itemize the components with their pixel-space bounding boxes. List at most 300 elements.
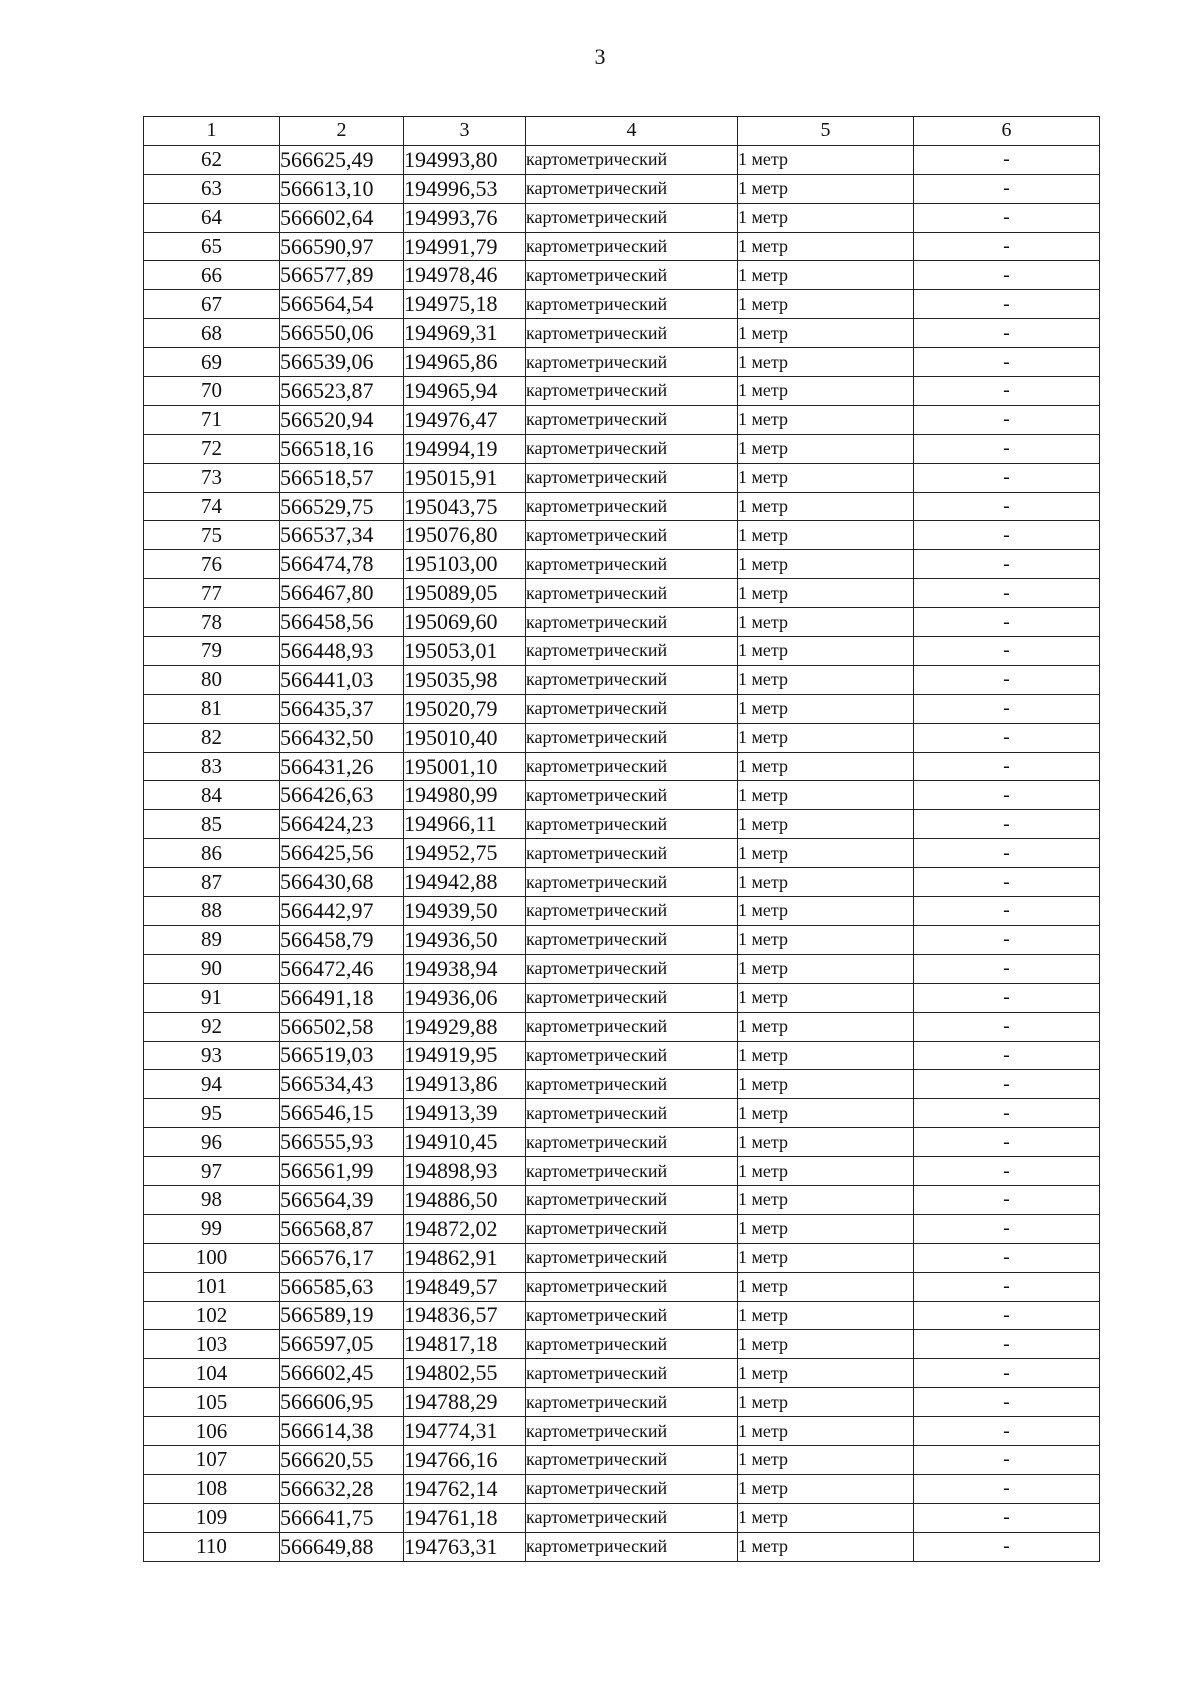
method-cell: картометрический [526, 319, 738, 348]
table-row [144, 1272, 1100, 1301]
note-cell: - [914, 897, 1100, 926]
point-number-cell: 90 [144, 954, 280, 983]
method-cell: картометрический [526, 723, 738, 752]
x-coordinate-cell: 566472,46 [280, 954, 404, 983]
note-cell: - [914, 1214, 1100, 1243]
accuracy-cell: 1 метр [738, 868, 914, 897]
table-row [144, 839, 1100, 868]
y-coordinate-cell: 195103,00 [404, 550, 526, 579]
point-number-cell: 101 [144, 1272, 280, 1301]
y-coordinate-cell: 195020,79 [404, 694, 526, 723]
method-cell: картометрический [526, 348, 738, 377]
method-cell: картометрический [526, 1214, 738, 1243]
y-coordinate-cell: 194872,02 [404, 1214, 526, 1243]
point-number-cell: 64 [144, 203, 280, 232]
table-row [144, 1474, 1100, 1503]
note-cell: - [914, 723, 1100, 752]
x-coordinate-cell: 566523,87 [280, 377, 404, 406]
table-row [144, 1012, 1100, 1041]
y-coordinate-cell: 194978,46 [404, 261, 526, 290]
accuracy-cell: 1 метр [738, 145, 914, 174]
x-coordinate-cell: 566606,95 [280, 1388, 404, 1417]
accuracy-cell: 1 метр [738, 1532, 914, 1561]
accuracy-cell: 1 метр [738, 897, 914, 926]
y-coordinate-cell: 194993,76 [404, 203, 526, 232]
table-row [144, 1128, 1100, 1157]
method-cell: картометрический [526, 377, 738, 406]
page-number: 3 [594, 44, 606, 69]
note-cell: - [914, 810, 1100, 839]
point-number-cell: 62 [144, 145, 280, 174]
y-coordinate-cell: 194766,16 [404, 1445, 526, 1474]
point-number-cell: 89 [144, 925, 280, 954]
table-row [144, 1070, 1100, 1099]
x-coordinate-cell: 566577,89 [280, 261, 404, 290]
note-cell: - [914, 752, 1100, 781]
point-number-cell: 81 [144, 694, 280, 723]
note-cell: - [914, 348, 1100, 377]
table-row [144, 1243, 1100, 1272]
y-coordinate-cell: 194936,50 [404, 925, 526, 954]
x-coordinate-cell: 566442,97 [280, 897, 404, 926]
note-cell: - [914, 954, 1100, 983]
y-coordinate-cell: 194942,88 [404, 868, 526, 897]
x-coordinate-cell: 566576,17 [280, 1243, 404, 1272]
column-header: 4 [526, 117, 738, 146]
x-coordinate-cell: 566534,43 [280, 1070, 404, 1099]
x-coordinate-cell: 566467,80 [280, 579, 404, 608]
note-cell: - [914, 1157, 1100, 1186]
method-cell: картометрический [526, 781, 738, 810]
x-coordinate-cell: 566649,88 [280, 1532, 404, 1561]
x-coordinate-cell: 566564,39 [280, 1185, 404, 1214]
method-cell: картометрический [526, 1099, 738, 1128]
y-coordinate-cell: 195035,98 [404, 665, 526, 694]
accuracy-cell: 1 метр [738, 319, 914, 348]
note-cell: - [914, 1301, 1100, 1330]
y-coordinate-cell: 194762,14 [404, 1474, 526, 1503]
method-cell: картометрический [526, 1503, 738, 1532]
accuracy-cell: 1 метр [738, 1041, 914, 1070]
y-coordinate-cell: 194938,94 [404, 954, 526, 983]
table-row [144, 348, 1100, 377]
accuracy-cell: 1 метр [738, 1214, 914, 1243]
method-cell: картометрический [526, 868, 738, 897]
note-cell: - [914, 261, 1100, 290]
accuracy-cell: 1 метр [738, 665, 914, 694]
method-cell: картометрический [526, 637, 738, 666]
x-coordinate-cell: 566555,93 [280, 1128, 404, 1157]
accuracy-cell: 1 метр [738, 1099, 914, 1128]
accuracy-cell: 1 метр [738, 405, 914, 434]
point-number-cell: 70 [144, 377, 280, 406]
y-coordinate-cell: 194994,19 [404, 434, 526, 463]
table-row [144, 434, 1100, 463]
point-number-cell: 92 [144, 1012, 280, 1041]
table-row [144, 174, 1100, 203]
note-cell: - [914, 290, 1100, 319]
x-coordinate-cell: 566550,06 [280, 319, 404, 348]
method-cell: картометрический [526, 1330, 738, 1359]
x-coordinate-cell: 566474,78 [280, 550, 404, 579]
point-number-cell: 99 [144, 1214, 280, 1243]
x-coordinate-cell: 566518,57 [280, 463, 404, 492]
point-number-cell: 95 [144, 1099, 280, 1128]
accuracy-cell: 1 метр [738, 348, 914, 377]
x-coordinate-cell: 566602,45 [280, 1359, 404, 1388]
method-cell: картометрический [526, 983, 738, 1012]
x-coordinate-cell: 566537,34 [280, 521, 404, 550]
y-coordinate-cell: 194919,95 [404, 1041, 526, 1070]
note-cell: - [914, 1330, 1100, 1359]
point-number-cell: 88 [144, 897, 280, 926]
accuracy-cell: 1 метр [738, 1503, 914, 1532]
point-number-cell: 78 [144, 608, 280, 637]
note-cell: - [914, 1445, 1100, 1474]
accuracy-cell: 1 метр [738, 1301, 914, 1330]
point-number-cell: 84 [144, 781, 280, 810]
y-coordinate-cell: 194849,57 [404, 1272, 526, 1301]
note-cell: - [914, 1185, 1100, 1214]
point-number-cell: 107 [144, 1445, 280, 1474]
method-cell: картометрический [526, 550, 738, 579]
note-cell: - [914, 1532, 1100, 1561]
accuracy-cell: 1 метр [738, 463, 914, 492]
table-row [144, 897, 1100, 926]
y-coordinate-cell: 194980,99 [404, 781, 526, 810]
x-coordinate-cell: 566561,99 [280, 1157, 404, 1186]
x-coordinate-cell: 566589,19 [280, 1301, 404, 1330]
accuracy-cell: 1 метр [738, 1243, 914, 1272]
table-row [144, 1503, 1100, 1532]
method-cell: картометрический [526, 1272, 738, 1301]
table-row [144, 377, 1100, 406]
column-header: 6 [914, 117, 1100, 146]
method-cell: картометрический [526, 1445, 738, 1474]
accuracy-cell: 1 метр [738, 1070, 914, 1099]
table-row [144, 319, 1100, 348]
method-cell: картометрический [526, 174, 738, 203]
note-cell: - [914, 637, 1100, 666]
method-cell: картометрический [526, 897, 738, 926]
note-cell: - [914, 1041, 1100, 1070]
y-coordinate-cell: 194898,93 [404, 1157, 526, 1186]
method-cell: картометрический [526, 1301, 738, 1330]
method-cell: картометрический [526, 954, 738, 983]
y-coordinate-cell: 194929,88 [404, 1012, 526, 1041]
method-cell: картометрический [526, 1157, 738, 1186]
point-number-cell: 91 [144, 983, 280, 1012]
accuracy-cell: 1 метр [738, 377, 914, 406]
table-row [144, 550, 1100, 579]
accuracy-cell: 1 метр [738, 261, 914, 290]
x-coordinate-cell: 566519,03 [280, 1041, 404, 1070]
note-cell: - [914, 203, 1100, 232]
point-number-cell: 100 [144, 1243, 280, 1272]
x-coordinate-cell: 566430,68 [280, 868, 404, 897]
note-cell: - [914, 1503, 1100, 1532]
y-coordinate-cell: 194952,75 [404, 839, 526, 868]
method-cell: картометрический [526, 752, 738, 781]
x-coordinate-cell: 566613,10 [280, 174, 404, 203]
y-coordinate-cell: 195076,80 [404, 521, 526, 550]
y-coordinate-cell: 194996,53 [404, 174, 526, 203]
table-row [144, 868, 1100, 897]
method-cell: картометрический [526, 925, 738, 954]
table-row [144, 983, 1100, 1012]
x-coordinate-cell: 566590,97 [280, 232, 404, 261]
note-cell: - [914, 983, 1100, 1012]
y-coordinate-cell: 194788,29 [404, 1388, 526, 1417]
y-coordinate-cell: 194993,80 [404, 145, 526, 174]
method-cell: картометрический [526, 145, 738, 174]
point-number-cell: 94 [144, 1070, 280, 1099]
method-cell: картометрический [526, 1070, 738, 1099]
y-coordinate-cell: 194910,45 [404, 1128, 526, 1157]
x-coordinate-cell: 566564,54 [280, 290, 404, 319]
table-row [144, 463, 1100, 492]
y-coordinate-cell: 194817,18 [404, 1330, 526, 1359]
accuracy-cell: 1 метр [738, 983, 914, 1012]
point-number-cell: 86 [144, 839, 280, 868]
x-coordinate-cell: 566425,56 [280, 839, 404, 868]
note-cell: - [914, 1012, 1100, 1041]
note-cell: - [914, 1070, 1100, 1099]
x-coordinate-cell: 566448,93 [280, 637, 404, 666]
note-cell: - [914, 405, 1100, 434]
note-cell: - [914, 1272, 1100, 1301]
note-cell: - [914, 1128, 1100, 1157]
y-coordinate-cell: 194976,47 [404, 405, 526, 434]
x-coordinate-cell: 566520,94 [280, 405, 404, 434]
accuracy-cell: 1 метр [738, 1388, 914, 1417]
table-row [144, 1445, 1100, 1474]
note-cell: - [914, 232, 1100, 261]
point-number-cell: 74 [144, 492, 280, 521]
table-row [144, 405, 1100, 434]
method-cell: картометрический [526, 463, 738, 492]
table-header-row [144, 117, 1100, 146]
x-coordinate-cell: 566632,28 [280, 1474, 404, 1503]
note-cell: - [914, 521, 1100, 550]
y-coordinate-cell: 195053,01 [404, 637, 526, 666]
method-cell: картометрический [526, 608, 738, 637]
point-number-cell: 69 [144, 348, 280, 377]
point-number-cell: 85 [144, 810, 280, 839]
note-cell: - [914, 1243, 1100, 1272]
accuracy-cell: 1 метр [738, 1272, 914, 1301]
table-row [144, 1388, 1100, 1417]
x-coordinate-cell: 566491,18 [280, 983, 404, 1012]
table-row [144, 1359, 1100, 1388]
y-coordinate-cell: 194763,31 [404, 1532, 526, 1561]
note-cell: - [914, 1359, 1100, 1388]
y-coordinate-cell: 194913,86 [404, 1070, 526, 1099]
table-row [144, 723, 1100, 752]
y-coordinate-cell: 194862,91 [404, 1243, 526, 1272]
x-coordinate-cell: 566458,79 [280, 925, 404, 954]
table-row [144, 1532, 1100, 1561]
method-cell: картометрический [526, 839, 738, 868]
accuracy-cell: 1 метр [738, 1128, 914, 1157]
x-coordinate-cell: 566431,26 [280, 752, 404, 781]
column-header: 2 [280, 117, 404, 146]
note-cell: - [914, 1099, 1100, 1128]
note-cell: - [914, 665, 1100, 694]
note-cell: - [914, 492, 1100, 521]
x-coordinate-cell: 566435,37 [280, 694, 404, 723]
x-coordinate-cell: 566597,05 [280, 1330, 404, 1359]
accuracy-cell: 1 метр [738, 232, 914, 261]
table-row [144, 608, 1100, 637]
accuracy-cell: 1 метр [738, 1359, 914, 1388]
table-row [144, 1099, 1100, 1128]
accuracy-cell: 1 метр [738, 521, 914, 550]
y-coordinate-cell: 194936,06 [404, 983, 526, 1012]
table-row [144, 145, 1100, 174]
point-number-cell: 75 [144, 521, 280, 550]
accuracy-cell: 1 метр [738, 1445, 914, 1474]
method-cell: картометрический [526, 203, 738, 232]
method-cell: картометрический [526, 434, 738, 463]
x-coordinate-cell: 566458,56 [280, 608, 404, 637]
accuracy-cell: 1 метр [738, 637, 914, 666]
accuracy-cell: 1 метр [738, 579, 914, 608]
point-number-cell: 65 [144, 232, 280, 261]
method-cell: картометрический [526, 579, 738, 608]
x-coordinate-cell: 566641,75 [280, 1503, 404, 1532]
method-cell: картометрический [526, 1185, 738, 1214]
point-number-cell: 106 [144, 1417, 280, 1446]
x-coordinate-cell: 566568,87 [280, 1214, 404, 1243]
accuracy-cell: 1 метр [738, 434, 914, 463]
table-row [144, 637, 1100, 666]
x-coordinate-cell: 566441,03 [280, 665, 404, 694]
y-coordinate-cell: 194991,79 [404, 232, 526, 261]
point-number-cell: 97 [144, 1157, 280, 1186]
accuracy-cell: 1 метр [738, 839, 914, 868]
note-cell: - [914, 174, 1100, 203]
note-cell: - [914, 377, 1100, 406]
method-cell: картометрический [526, 1474, 738, 1503]
y-coordinate-cell: 195089,05 [404, 579, 526, 608]
table-row [144, 1330, 1100, 1359]
table-row [144, 954, 1100, 983]
x-coordinate-cell: 566625,49 [280, 145, 404, 174]
y-coordinate-cell: 194965,86 [404, 348, 526, 377]
y-coordinate-cell: 194836,57 [404, 1301, 526, 1330]
y-coordinate-cell: 194969,31 [404, 319, 526, 348]
y-coordinate-cell: 194761,18 [404, 1503, 526, 1532]
table-row [144, 1041, 1100, 1070]
note-cell: - [914, 925, 1100, 954]
note-cell: - [914, 608, 1100, 637]
method-cell: картометрический [526, 492, 738, 521]
note-cell: - [914, 579, 1100, 608]
point-number-cell: 80 [144, 665, 280, 694]
point-number-cell: 79 [144, 637, 280, 666]
note-cell: - [914, 839, 1100, 868]
point-number-cell: 103 [144, 1330, 280, 1359]
table-row [144, 781, 1100, 810]
column-header: 3 [404, 117, 526, 146]
x-coordinate-cell: 566502,58 [280, 1012, 404, 1041]
method-cell: картометрический [526, 1128, 738, 1157]
table-row [144, 1157, 1100, 1186]
point-number-cell: 73 [144, 463, 280, 492]
table-body [144, 145, 1100, 1561]
point-number-cell: 71 [144, 405, 280, 434]
accuracy-cell: 1 метр [738, 174, 914, 203]
note-cell: - [914, 781, 1100, 810]
method-cell: картометрический [526, 1359, 738, 1388]
point-number-cell: 105 [144, 1388, 280, 1417]
y-coordinate-cell: 194965,94 [404, 377, 526, 406]
accuracy-cell: 1 метр [738, 954, 914, 983]
point-number-cell: 68 [144, 319, 280, 348]
accuracy-cell: 1 метр [738, 723, 914, 752]
table-row [144, 810, 1100, 839]
point-number-cell: 63 [144, 174, 280, 203]
table-row [144, 492, 1100, 521]
method-cell: картометрический [526, 261, 738, 290]
table-row [144, 579, 1100, 608]
method-cell: картометрический [526, 1041, 738, 1070]
table-row [144, 1417, 1100, 1446]
x-coordinate-cell: 566426,63 [280, 781, 404, 810]
note-cell: - [914, 463, 1100, 492]
point-number-cell: 87 [144, 868, 280, 897]
table-row [144, 665, 1100, 694]
table-row [144, 752, 1100, 781]
point-number-cell: 109 [144, 1503, 280, 1532]
table-row [144, 925, 1100, 954]
table-row [144, 1301, 1100, 1330]
point-number-cell: 108 [144, 1474, 280, 1503]
x-coordinate-cell: 566529,75 [280, 492, 404, 521]
table-row [144, 694, 1100, 723]
method-cell: картометрический [526, 665, 738, 694]
accuracy-cell: 1 метр [738, 781, 914, 810]
x-coordinate-cell: 566432,50 [280, 723, 404, 752]
method-cell: картометрический [526, 810, 738, 839]
method-cell: картометрический [526, 1388, 738, 1417]
method-cell: картометрический [526, 521, 738, 550]
x-coordinate-cell: 566539,06 [280, 348, 404, 377]
y-coordinate-cell: 194966,11 [404, 810, 526, 839]
note-cell: - [914, 319, 1100, 348]
x-coordinate-cell: 566546,15 [280, 1099, 404, 1128]
note-cell: - [914, 1417, 1100, 1446]
point-number-cell: 76 [144, 550, 280, 579]
y-coordinate-cell: 195069,60 [404, 608, 526, 637]
point-number-cell: 104 [144, 1359, 280, 1388]
note-cell: - [914, 868, 1100, 897]
method-cell: картометрический [526, 232, 738, 261]
y-coordinate-cell: 195001,10 [404, 752, 526, 781]
point-number-cell: 93 [144, 1041, 280, 1070]
y-coordinate-cell: 195015,91 [404, 463, 526, 492]
column-header: 5 [738, 117, 914, 146]
y-coordinate-cell: 194774,31 [404, 1417, 526, 1446]
method-cell: картометрический [526, 405, 738, 434]
y-coordinate-cell: 194886,50 [404, 1185, 526, 1214]
coordinates-table [143, 116, 1100, 1562]
note-cell: - [914, 694, 1100, 723]
point-number-cell: 72 [144, 434, 280, 463]
accuracy-cell: 1 метр [738, 492, 914, 521]
point-number-cell: 77 [144, 579, 280, 608]
